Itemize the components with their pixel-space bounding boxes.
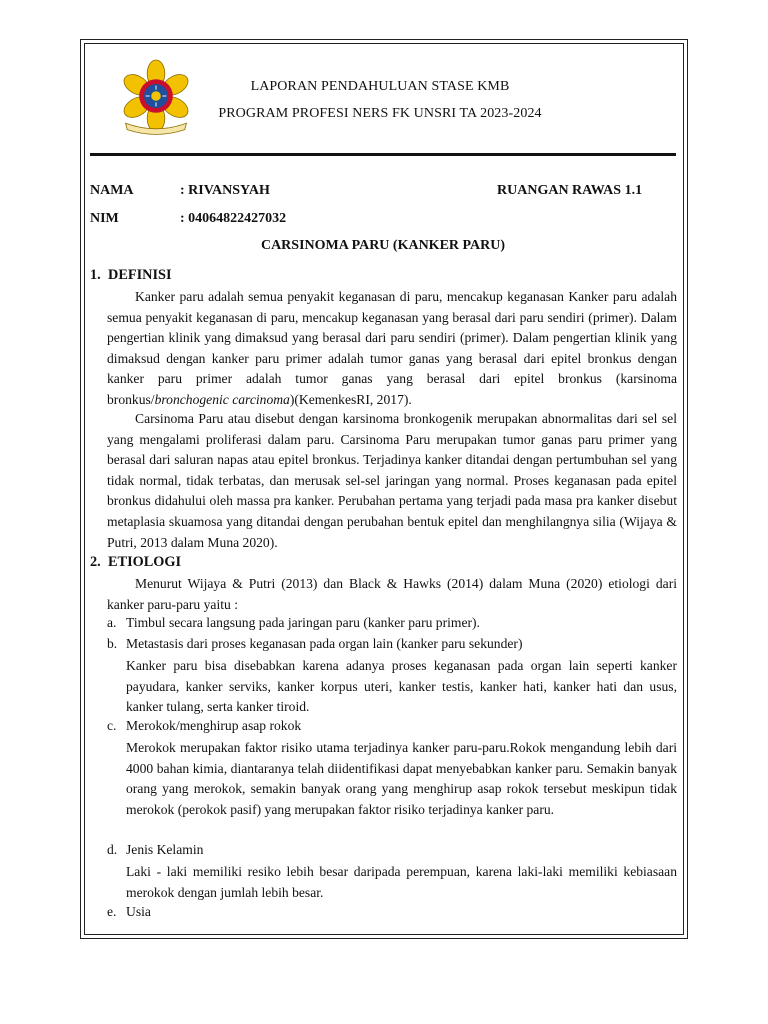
list-item-marker: e. — [107, 904, 117, 919]
list-item-title: Usia — [126, 904, 151, 919]
list-item-marker: b. — [107, 636, 118, 651]
section-title: DEFINISI — [108, 267, 172, 283]
report-title: LAPORAN PENDAHULUAN STASE KMB — [250, 79, 510, 94]
list-item-body: Laki - laki memiliki resiko lebih besar daripada perempuan, karena laki-laki memiliki kebiasaan merokok dengan jumlah lebih besar. — [126, 864, 677, 900]
nim-value: : 04064822427032 — [180, 211, 287, 226]
definisi-paragraph-1 — [107, 287, 677, 411]
name-value: : RIVANSYAH — [180, 183, 270, 198]
section-heading-definisi — [90, 267, 172, 284]
etiologi-intro: Menurut Wijaya & Putri (2013) dan Black & Hawks (2014) dalam Muna (2020) etiologi dari kanker paru-paru yaitu : — [107, 576, 677, 612]
list-item-title: Timbul secara langsung pada jaringan paru (kanker paru primer). — [126, 615, 480, 630]
list-item-title: Metastasis dari proses keganasan pada organ lain (kanker paru sekunder) — [126, 636, 523, 651]
citation: )(KemenkesRI, 2017). — [289, 391, 412, 407]
list-item-marker: a. — [107, 615, 117, 630]
list-item-title: Jenis Kelamin — [126, 842, 204, 857]
nim-label: NIM — [90, 211, 119, 226]
section-number: 2. — [90, 554, 101, 570]
list-item-body: Merokok merupakan faktor risiko utama terjadinya kanker paru-paru.Rokok mengandung lebih dari 4000 bahan kimia, diantaranya telah diidentifikasi dapat menyebabkan kanker paru. Semakin banyak orang yang merokok, semakin banyak orang yang menghirup asap rokok tersebut meskipun tidak merokok (perokok pasif) yang merupakan faktor risiko terjadinya kanker paru. — [126, 740, 677, 817]
university-logo — [116, 56, 196, 136]
document-title: CARSINOMA PARU (KANKER PARU) — [260, 238, 506, 253]
list-item-marker: d. — [107, 842, 118, 857]
list-item-title: Merokok/menghirup asap rokok — [126, 718, 302, 733]
header-divider — [90, 153, 676, 156]
name-label: NAMA — [90, 183, 134, 198]
program-title: PROGRAM PROFESI NERS FK UNSRI TA 2023-2024 — [218, 106, 542, 121]
list-item-marker: c. — [107, 718, 117, 733]
section-number: 1. — [90, 267, 101, 283]
italic-term: bronchogenic carcinoma — [154, 391, 290, 407]
paragraph-text: Kanker paru adalah semua penyakit keganasan di paru, mencakup keganasan Kanker paru adalah semua penyakit keganasan di paru, mencakup keganasan yang berasal dari paru sendiri (primer). Dalam pengertian klinik yang dimaksud yang berasal dari paru sendiri (primer). Dalam pengertian klinik yang dimaksud dengan kanker paru primer adalah tumor ganas yang berasal dari epitel bronkus dengan kanker paru primer adalah tumor ganas yang berasal dari epitel bronkus (karsinoma bronkus/ — [107, 289, 677, 407]
section-title: ETIOLOGI — [108, 554, 182, 570]
room-label: RUANGAN RAWAS 1.1 — [497, 183, 643, 198]
section-heading-etiologi — [90, 554, 181, 571]
list-item-body: Kanker paru bisa disebabkan karena adanya proses keganasan pada organ lain seperti kanker payudara, kanker serviks, kanker korpus uteri, kanker testis, kanker hati, kanker hati dan usus, kanker tulang, serta kanker tiroid. — [126, 658, 677, 715]
definisi-paragraph-2: Carsinoma Paru atau disebut dengan karsinoma bronkogenik merupakan abnormalitas dari sel sel yang mengalami proliferasi dalam paru. Carsinoma Paru merupakan tumor ganas paru primer yang berasal dari saluran napas atau epitel bronkus. Terjadinya kanker ditandai dengan pertumbuhan sel yang tidak normal, tidak terbatas, dan merusak sel-sel jaringan yang normal. Proses keganasan pada epitel bronkus didahului oleh massa pra kanker. Perubahan pertama yang terjadi pada masa pra kanker disebut metaplasia skuamosa yang ditandai dengan perubahan bentuk epitel dan menghilangnya silia (Wijaya & Putri, 2013 dalam Muna 2020). — [107, 411, 677, 550]
